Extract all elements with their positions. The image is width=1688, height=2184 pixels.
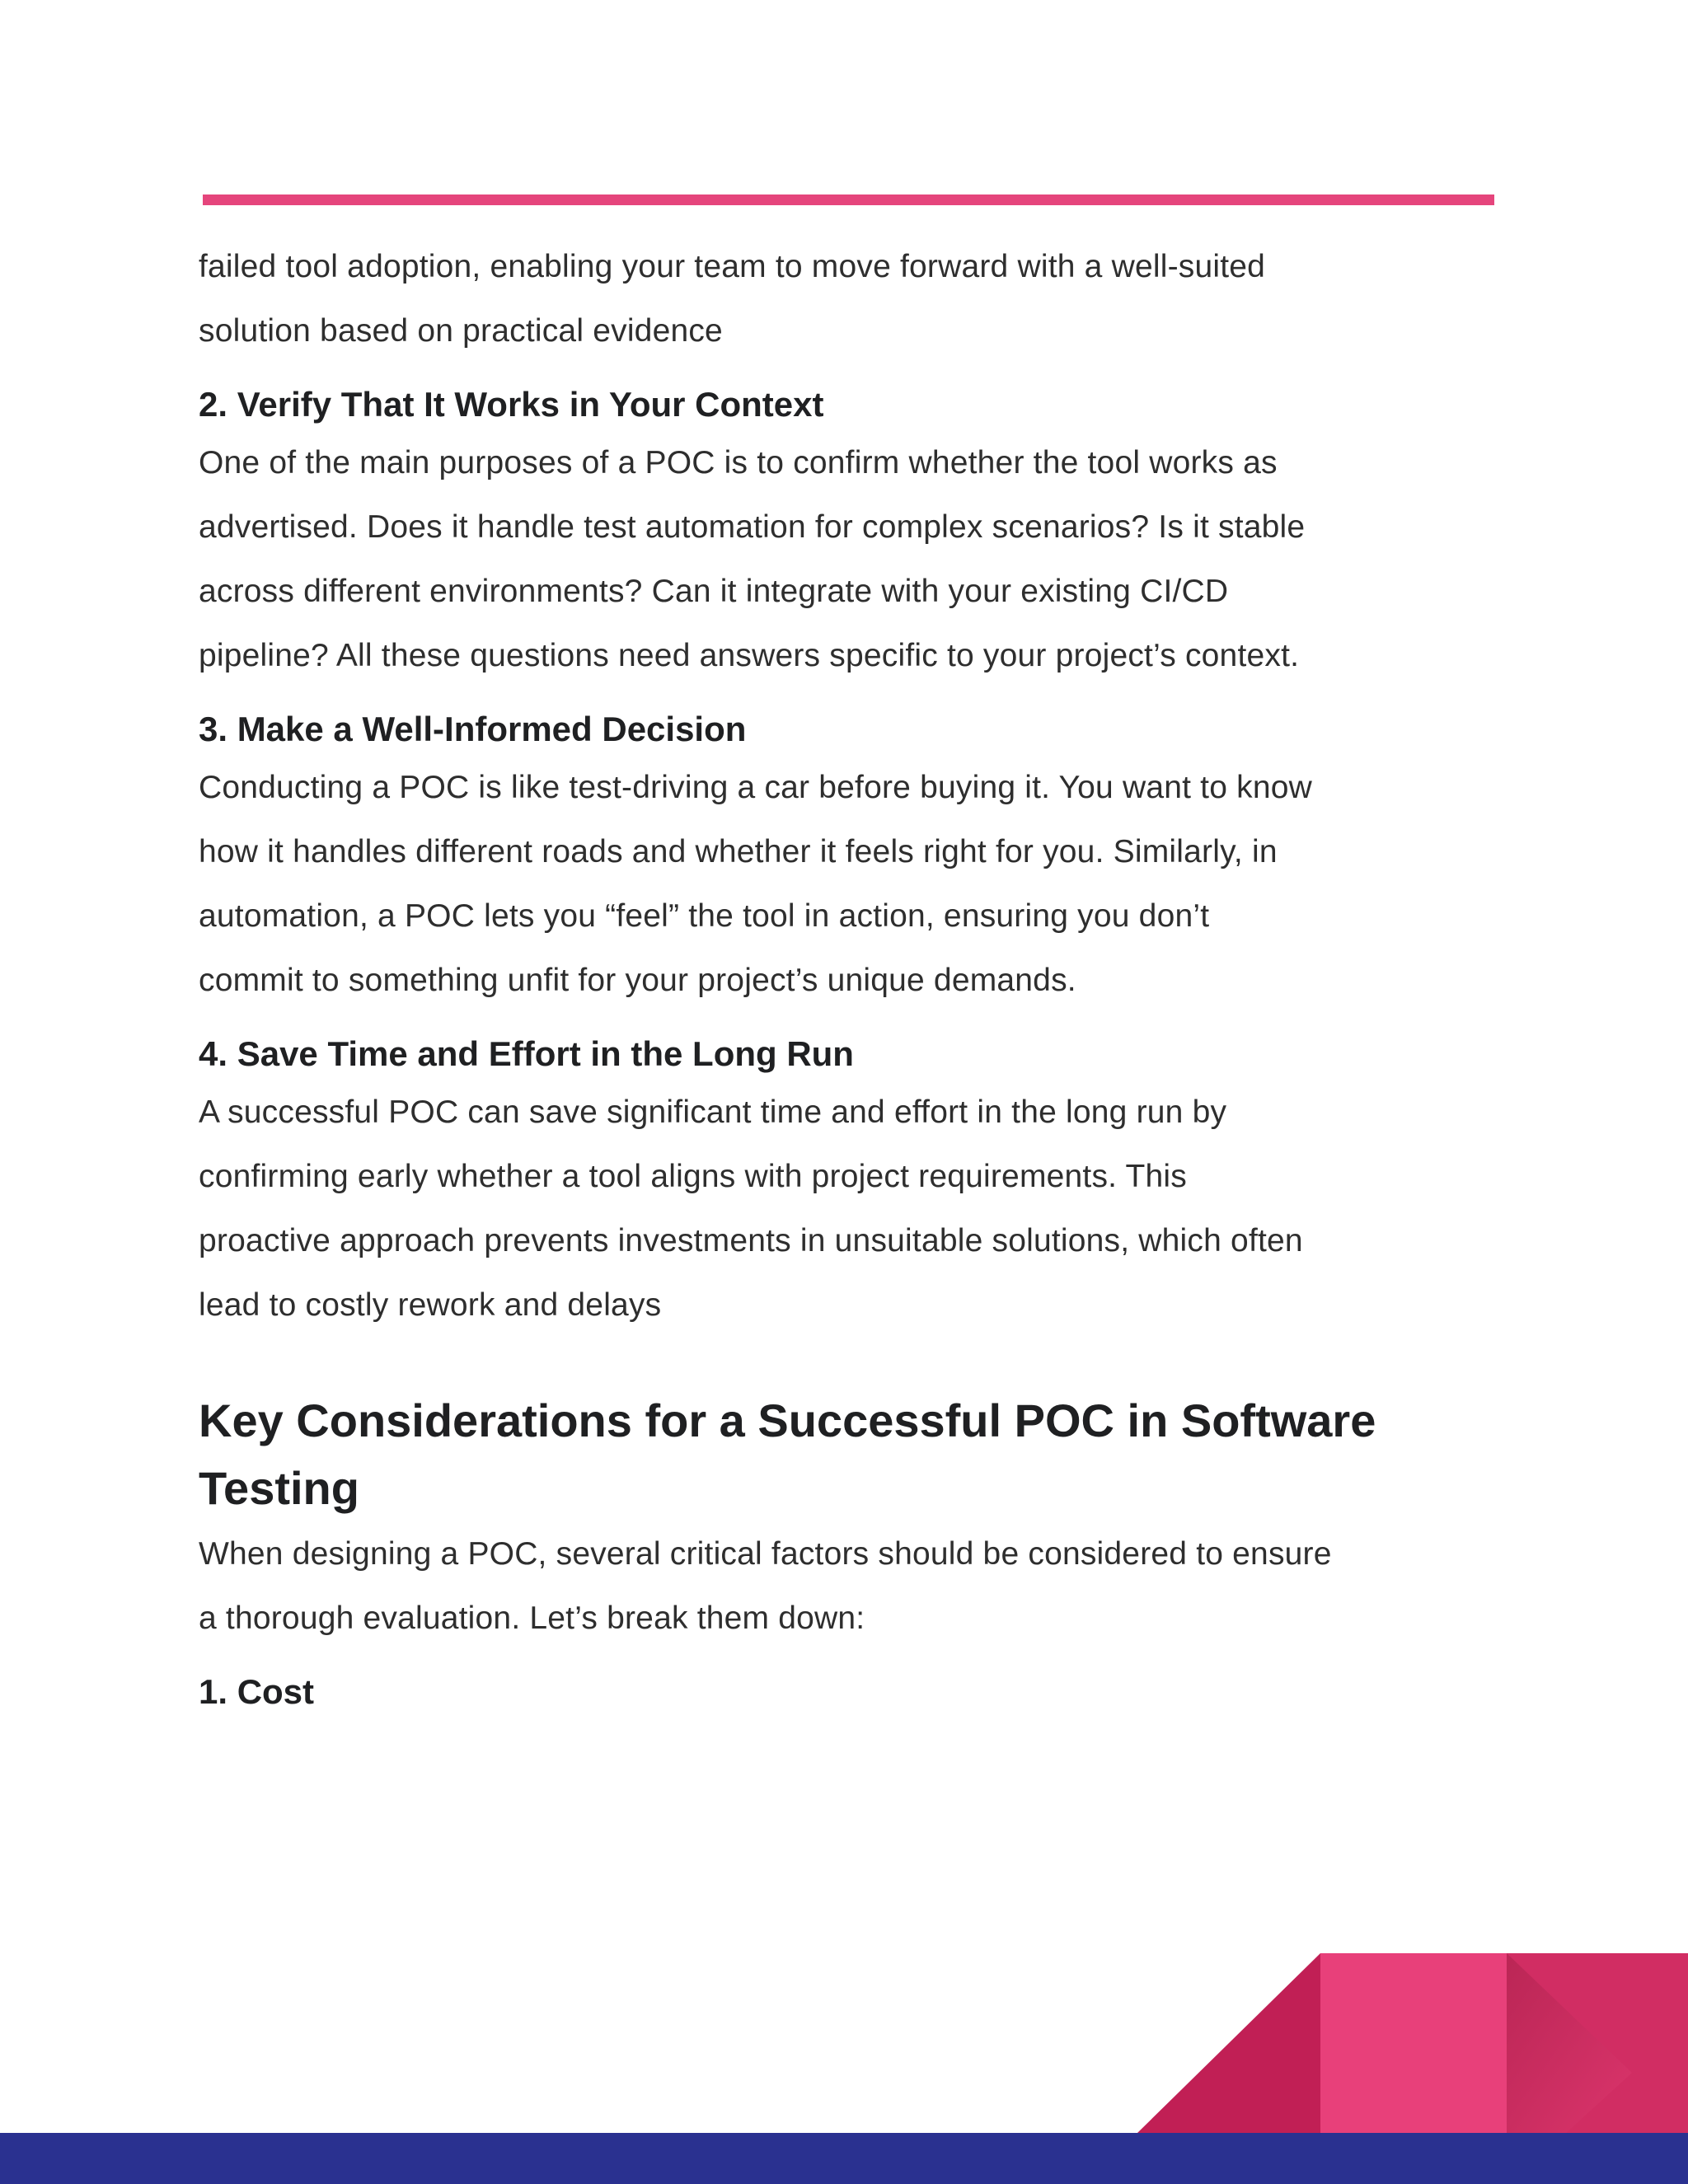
item-2-heading: 2. Verify That It Works in Your Context bbox=[199, 385, 824, 424]
item-3-line-2: how it handles different roads and whether it feels right for you. Similarly, in bbox=[199, 834, 1278, 869]
item-1-cost-heading: 1. Cost bbox=[199, 1672, 315, 1711]
section-title-line-2: Testing bbox=[199, 1462, 359, 1514]
item-2-line-4: pipeline? All these questions need answers specific to your project’s context. bbox=[199, 638, 1300, 673]
item-2-line-3: across different environments? Can it integrate with your existing CI/CD bbox=[199, 574, 1229, 609]
item-2-line-2: advertised. Does it handle test automation for complex scenarios? Is it stable bbox=[199, 509, 1306, 545]
item-4-line-1: A successful POC can save significant time and effort in the long run by bbox=[199, 1094, 1227, 1130]
item-3-line-3: automation, a POC lets you “feel” the tool in action, ensuring you don’t bbox=[199, 898, 1210, 934]
document-body bbox=[199, 235, 1501, 1718]
section-intro-line-1: When designing a POC, several critical factors should be considered to ensure bbox=[199, 1536, 1332, 1572]
section-title-line-1: Key Considerations for a Successful POC in Software bbox=[199, 1394, 1376, 1446]
item-4-line-2: confirming early whether a tool aligns with project requirements. This bbox=[199, 1159, 1187, 1194]
top-accent-rule bbox=[203, 194, 1494, 205]
item-2-line-1: One of the main purposes of a POC is to confirm whether the tool works as bbox=[199, 445, 1278, 480]
item-4-line-3: proactive approach prevents investments in unsuitable solutions, which often bbox=[199, 1223, 1303, 1258]
item-4-line-4: lead to costly rework and delays bbox=[199, 1287, 662, 1323]
item-3-line-1: Conducting a POC is like test-driving a car before buying it. You want to know bbox=[199, 770, 1312, 805]
item-4-heading: 4. Save Time and Effort in the Long Run bbox=[199, 1034, 854, 1073]
item-3-line-4: commit to something unfit for your project’s unique demands. bbox=[199, 963, 1076, 998]
intro-line-2: solution based on practical evidence bbox=[199, 313, 723, 349]
footer-bar bbox=[0, 2133, 1688, 2184]
decorative-corner-graphic bbox=[1137, 1953, 1688, 2135]
intro-line-1: failed tool adoption, enabling your team to move forward with a well-suited bbox=[199, 249, 1266, 284]
corner-pink-block bbox=[1320, 1953, 1507, 2133]
item-3-heading: 3. Make a Well-Informed Decision bbox=[199, 710, 747, 748]
corner-dark-triangle bbox=[1137, 1953, 1320, 2133]
section-intro-line-2: a thorough evaluation. Let’s break them down: bbox=[199, 1601, 865, 1636]
